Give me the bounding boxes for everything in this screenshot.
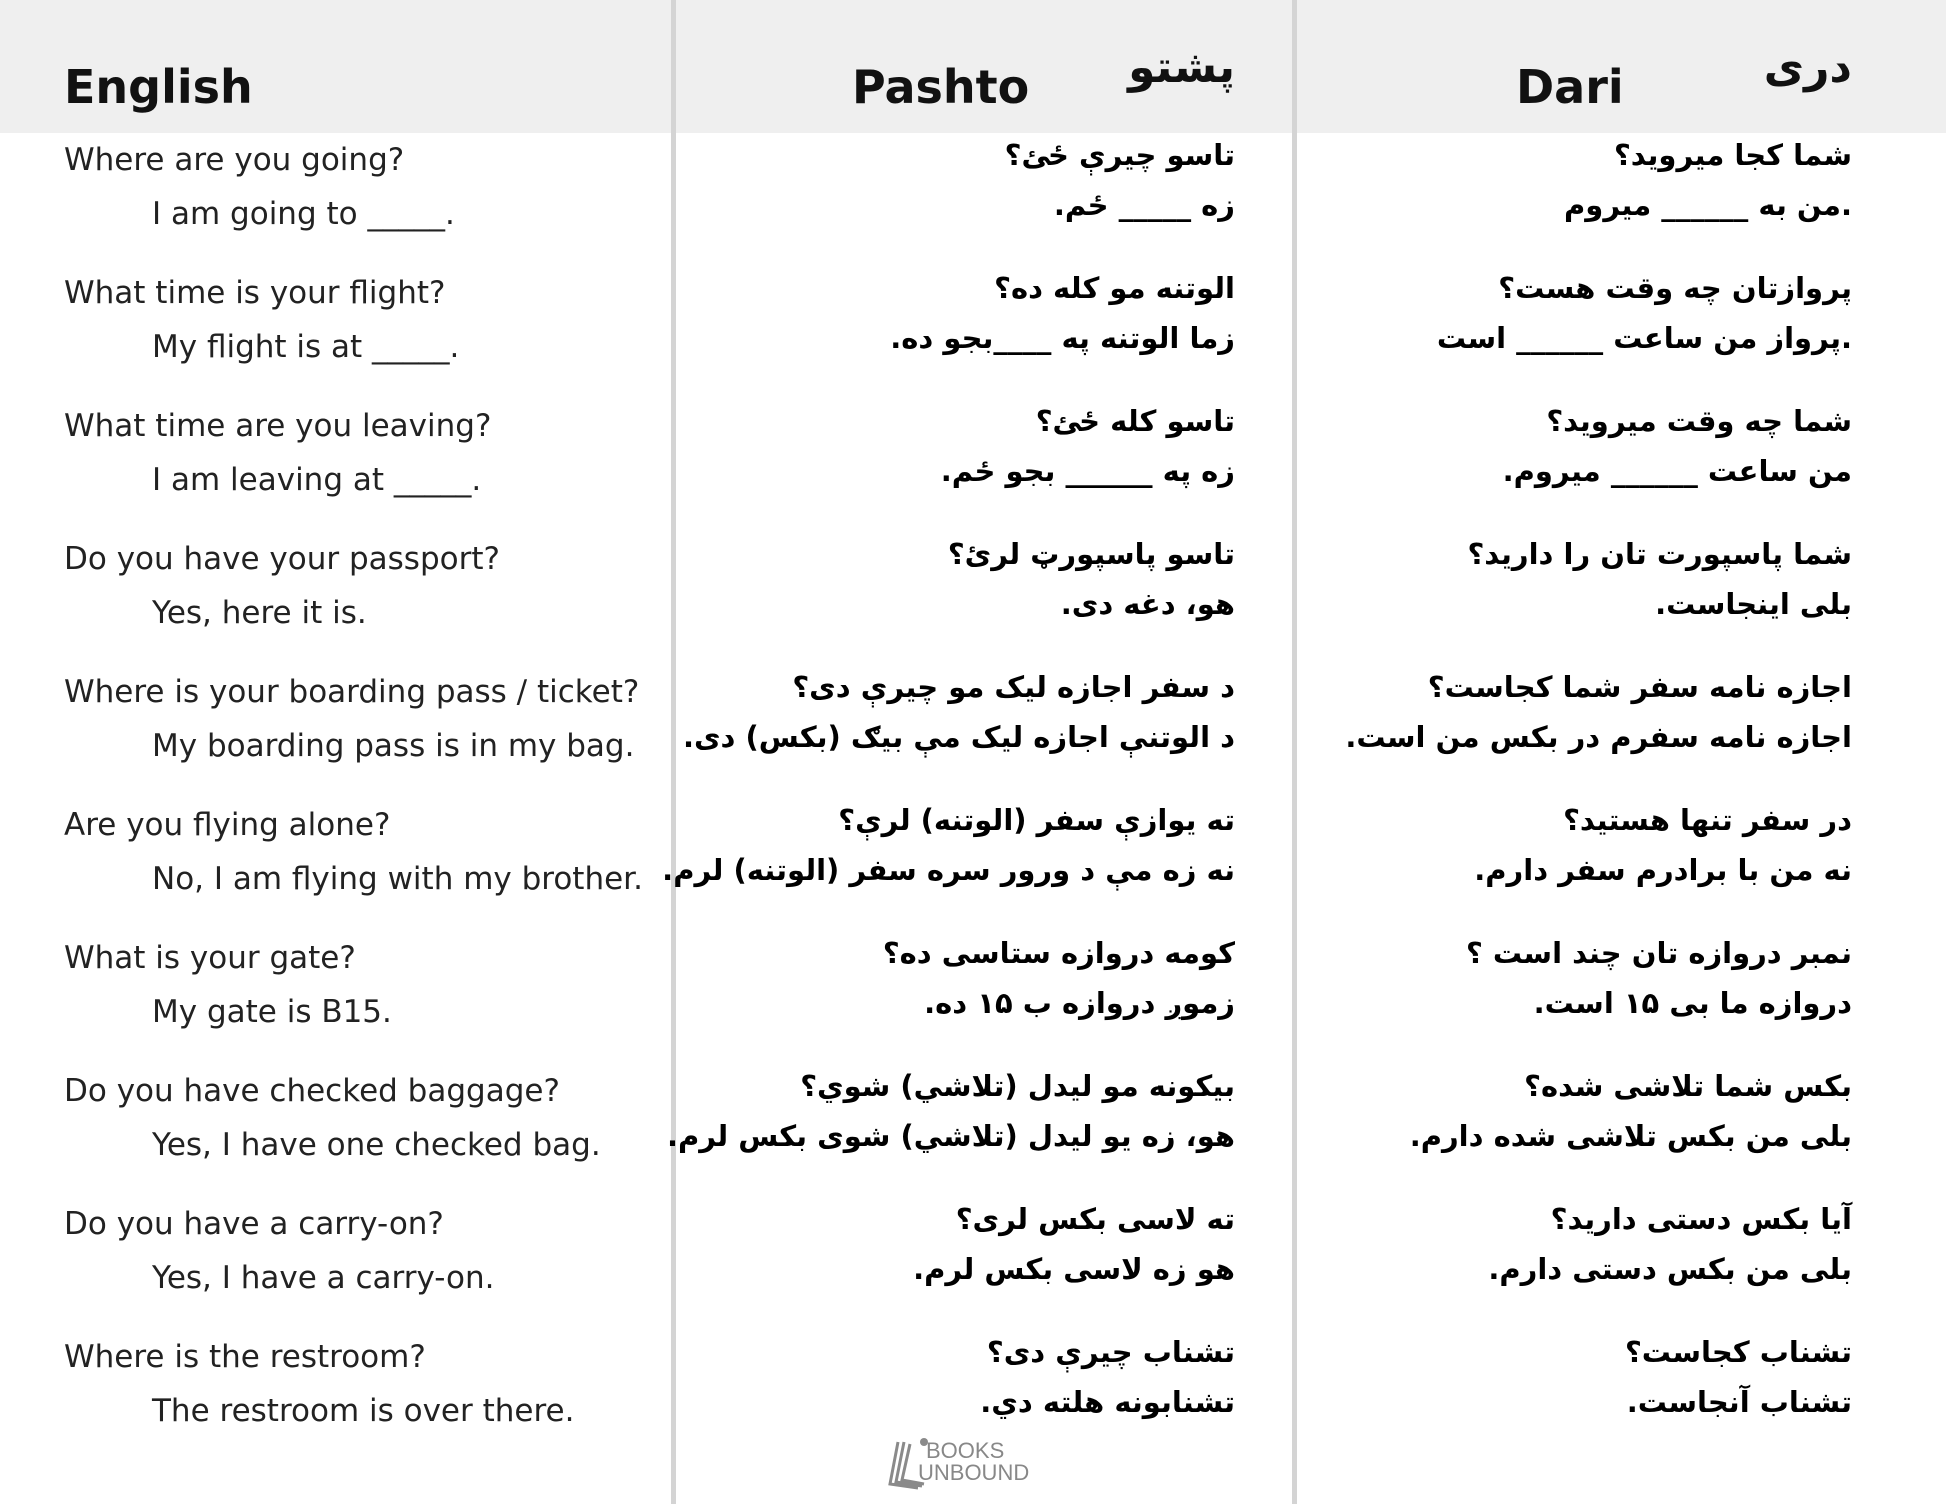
english-answer: Yes, here it is.	[152, 595, 367, 631]
english-question: Where are you going?	[64, 142, 405, 178]
english-answer: Yes, I have one checked bag.	[152, 1127, 601, 1163]
english-answer: No, I am flying with my brother.	[152, 861, 643, 897]
pashto-question: د سفر اجازه لیک مو چیرې دی؟	[792, 670, 1235, 704]
phrase-row	[0, 1202, 1946, 1335]
logo-line1: BOOKS	[926, 1438, 1005, 1463]
dari-answer: بلی اینجاست.	[1655, 587, 1852, 621]
pashto-answer: تشنابونه هلته دي.	[980, 1385, 1235, 1419]
pashto-question: تاسو پاسپورټ لرئ؟	[947, 537, 1235, 571]
pashto-answer: زموږ دروازه ب ۱۵ ده.	[924, 986, 1235, 1020]
pashto-answer: هو، زه یو لیدل (تلاشي) شوی بکس لرم.	[666, 1119, 1235, 1153]
english-question: What time is your flight?	[64, 275, 446, 311]
pashto-answer: هو، دغه دی.	[1060, 587, 1235, 621]
dari-answer: دروازه ما بی ۱۵ است.	[1533, 986, 1852, 1020]
english-answer: My boarding pass is in my bag.	[152, 728, 635, 764]
pashto-answer: هو زه لاسی بکس لرم.	[913, 1252, 1235, 1286]
english-answer: Yes, I have a carry-on.	[152, 1260, 495, 1296]
pashto-question: ته یوازې سفر (الوتنه) لرې؟	[838, 803, 1235, 837]
english-question: Do you have a carry-on?	[64, 1206, 444, 1242]
english-question: Are you flying alone?	[64, 807, 391, 843]
books-unbound-logo	[888, 1436, 1068, 1492]
pashto-answer: د الوتنې اجازه لیک مې بیګ (بکس) دی.	[682, 720, 1235, 754]
pashto-question: بیکونه مو لیدل (تلاشي) شوي؟	[800, 1069, 1235, 1103]
pashto-question: ته لاسی بکس لری؟	[955, 1202, 1235, 1236]
dari-question: نمبر دروازه تان چند است ؟	[1465, 936, 1852, 970]
dari-question: شما پاسپورت تان را دارید؟	[1467, 537, 1852, 571]
pashto-question: الوتنه مو کله ده؟	[994, 271, 1235, 305]
dari-answer: نه من با برادرم سفر دارم.	[1474, 853, 1852, 887]
dari-question: شما چه وقت میروید؟	[1546, 404, 1852, 438]
dari-answer: تشناب آنجاست.	[1626, 1385, 1852, 1419]
dari-question: بکس شما تلاشی شده؟	[1524, 1069, 1852, 1103]
header-pashto: Pashto	[852, 60, 1030, 114]
dari-answer: بلی من بکس تلاشی شده دارم.	[1409, 1119, 1852, 1153]
header-dari-native: دری	[1763, 42, 1852, 93]
pashto-answer: زه په ______ بجو ځم.	[940, 454, 1235, 488]
english-answer: My flight is at _____.	[152, 329, 460, 365]
header-pashto-native: پشتو	[1128, 42, 1235, 93]
dari-question: تشناب کجاست؟	[1624, 1335, 1852, 1369]
dari-answer: .پرواز من ساعت ______ است	[1436, 321, 1852, 355]
dari-answer: بلی من بکس دستی دارم.	[1488, 1252, 1852, 1286]
pashto-answer: نه زه مې د ورور سره سفر (الوتنه) لرم.	[662, 853, 1235, 887]
phrase-row	[0, 1069, 1946, 1202]
dari-answer: اجازه نامه سفرم در بکس من است.	[1345, 720, 1852, 754]
phrase-row	[0, 404, 1946, 537]
english-answer: I am leaving at _____.	[152, 462, 482, 498]
pashto-question: تاسو کله ځئ؟	[1035, 404, 1235, 438]
phrase-row	[0, 271, 1946, 404]
english-answer: The restroom is over there.	[152, 1393, 575, 1429]
pashto-answer: زما الوتنه په ____بجو ده.	[890, 321, 1235, 355]
phrase-row	[0, 936, 1946, 1069]
english-question: Do you have checked baggage?	[64, 1073, 560, 1109]
pashto-question: تشناب چیرې دی؟	[986, 1335, 1235, 1369]
english-answer: My gate is B15.	[152, 994, 392, 1030]
header-english: English	[64, 60, 253, 114]
dari-question: شما کجا میروید؟	[1613, 138, 1852, 172]
english-question: Where is the restroom?	[64, 1339, 426, 1375]
pashto-question: تاسو چیرې ځئ؟	[1004, 138, 1235, 172]
dari-question: پروازتان چه وقت هست؟	[1498, 271, 1852, 305]
english-question: What time are you leaving?	[64, 408, 492, 444]
dari-answer: .من به ______ میروم	[1564, 188, 1852, 222]
dari-question: اجازه نامه سفر شما کجاست؟	[1427, 670, 1852, 704]
dari-question: آیا بکس دستی دارید؟	[1550, 1202, 1852, 1236]
english-question: Where is your boarding pass / ticket?	[64, 674, 640, 710]
logo-line2: UNBOUND	[918, 1460, 1030, 1485]
dari-answer: من ساعت ______ میروم.	[1502, 454, 1852, 488]
dari-question: در سفر تنها هستید؟	[1563, 803, 1852, 837]
header-dari: Dari	[1516, 60, 1624, 114]
phrase-row	[0, 803, 1946, 936]
phrase-row	[0, 670, 1946, 803]
english-answer: I am going to _____.	[152, 196, 455, 232]
pashto-answer: زه _____ ځم.	[1053, 188, 1235, 222]
english-question: What is your gate?	[64, 940, 356, 976]
phrase-row	[0, 537, 1946, 670]
phrase-row	[0, 138, 1946, 271]
pashto-question: کومه دروازه ستاسی ده؟	[882, 936, 1235, 970]
english-question: Do you have your passport?	[64, 541, 500, 577]
